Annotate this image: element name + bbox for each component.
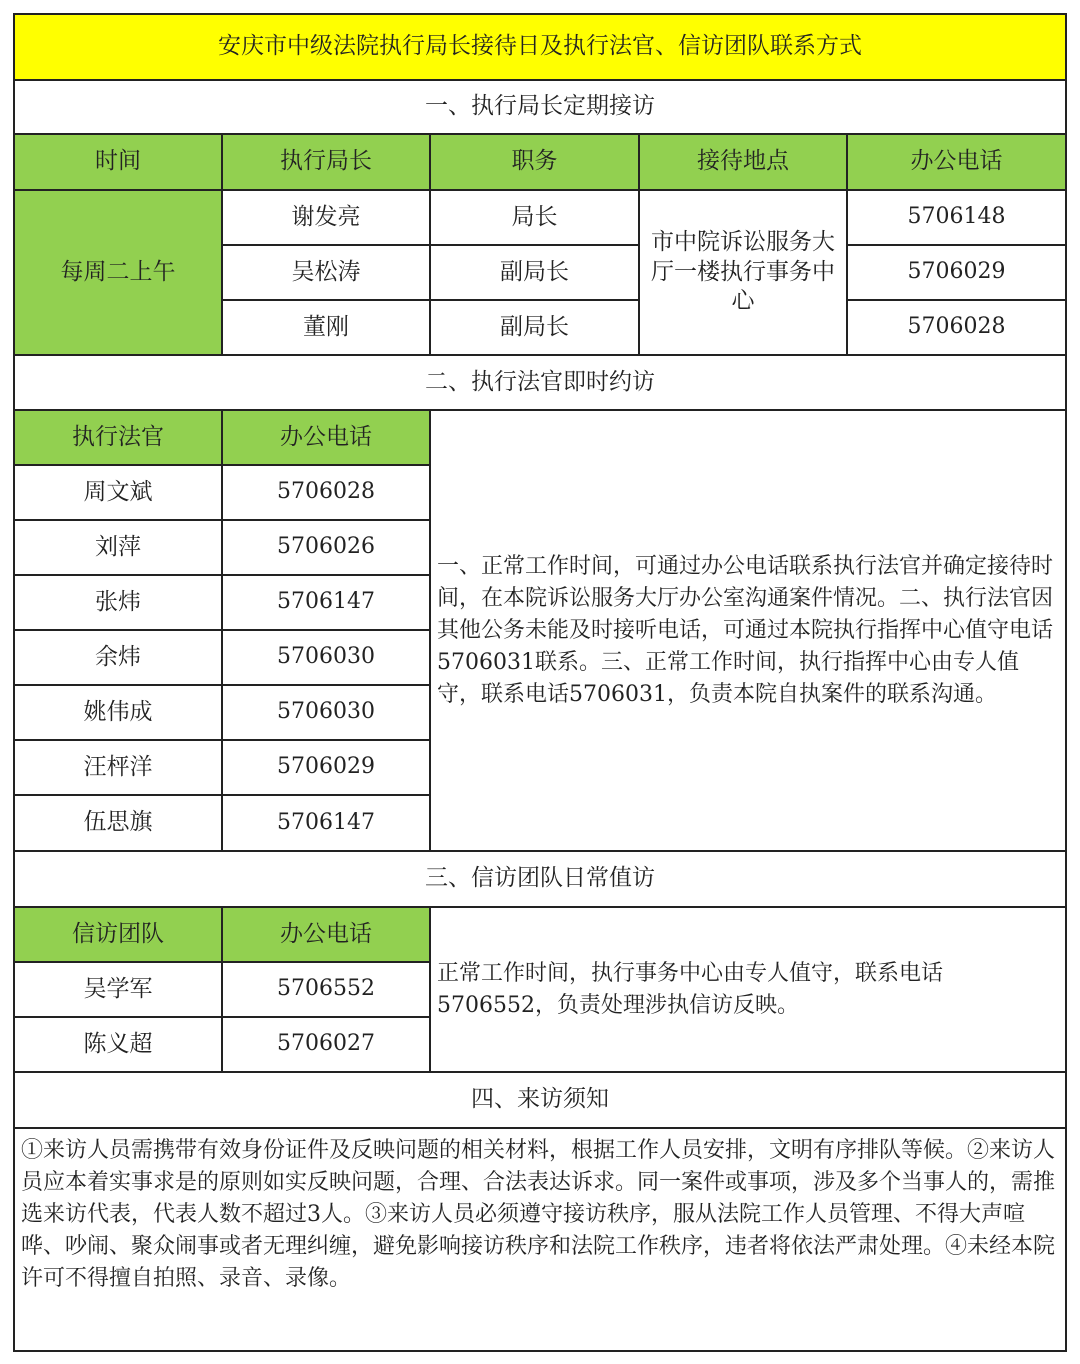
header-director: 执行局长 — [221, 133, 431, 191]
petition-member-name: 吴学军 — [13, 961, 223, 1018]
director-name: 董刚 — [221, 299, 431, 356]
judge-phone: 5706030 — [221, 684, 431, 741]
header-judge-phone: 办公电话 — [221, 409, 431, 466]
section4-heading: 四、来访须知 — [13, 1071, 1067, 1129]
director-phone: 5706148 — [846, 189, 1067, 246]
header-petition-team: 信访团队 — [13, 906, 223, 963]
director-name: 吴松涛 — [221, 244, 431, 301]
section3-heading: 三、信访团队日常值访 — [13, 850, 1067, 908]
judge-phone: 5706029 — [221, 739, 431, 796]
petition-member-name: 陈义超 — [13, 1016, 223, 1073]
petition-member-phone: 5706552 — [221, 961, 431, 1018]
judge-name: 刘萍 — [13, 519, 223, 576]
director-title: 局长 — [429, 189, 640, 246]
header-petition-phone: 办公电话 — [221, 906, 431, 963]
director-title: 副局长 — [429, 244, 640, 301]
judge-phone: 5706026 — [221, 519, 431, 576]
judge-name: 汪枰洋 — [13, 739, 223, 796]
judge-name: 张炜 — [13, 574, 223, 631]
judge-name: 姚伟成 — [13, 684, 223, 741]
judge-phone: 5706030 — [221, 629, 431, 686]
judge-name: 余炜 — [13, 629, 223, 686]
visit-notice-text: ①来访人员需携带有效身份证件及反映问题的相关材料，根据工作人员安排，文明有序排队等候。②来访人员应本着实事求是的原则如实反映问题，合理、合法表达诉求。同一案件或事项，涉及多个当事人的，需推选来访代表，代表人数不超过3人。③来访人员必须遵守接访秩序，服从法院工作人员管理、不得大声喧哗、吵闹、聚众闹事或者无理纠缠，避免影响接访秩序和法院工作秩序，违者将依法严肃处理。④未经本院许可不得擅自拍照、录音、录像。 — [13, 1127, 1067, 1352]
judge-contact-note: 一、正常工作时间，可通过办公电话联系执行法官并确定接待时间，在本院诉讼服务大厅办公室沟通案件情况。二、执行法官因其他公务未能及时接听电话，可通过本院执行指挥中心值守电话5706031联系。三、正常工作时间，执行指挥中心由专人值守，联系电话5706031，负责本院自执案件的联系沟通。 — [429, 409, 1067, 852]
header-position: 职务 — [429, 133, 640, 191]
header-time: 时间 — [13, 133, 223, 191]
judge-name: 周文斌 — [13, 464, 223, 521]
petition-note: 正常工作时间，执行事务中心由专人值守，联系电话5706552，负责处理涉执信访反映。 — [429, 906, 1067, 1073]
header-judge: 执行法官 — [13, 409, 223, 466]
petition-member-phone: 5706027 — [221, 1016, 431, 1073]
reception-time: 每周二上午 — [13, 189, 223, 356]
judge-name: 伍思旗 — [13, 794, 223, 852]
director-phone: 5706029 — [846, 244, 1067, 301]
section1-heading: 一、执行局长定期接访 — [13, 79, 1067, 135]
judge-phone: 5706147 — [221, 794, 431, 852]
judge-phone: 5706028 — [221, 464, 431, 521]
director-title: 副局长 — [429, 299, 640, 356]
section2-heading: 二、执行法官即时约访 — [13, 354, 1067, 411]
contact-table — [13, 13, 1067, 1352]
header-location: 接待地点 — [638, 133, 848, 191]
director-name: 谢发亮 — [221, 189, 431, 246]
page-title: 安庆市中级法院执行局长接待日及执行法官、信访团队联系方式 — [13, 13, 1067, 81]
judge-phone: 5706147 — [221, 574, 431, 631]
header-phone: 办公电话 — [846, 133, 1067, 191]
director-phone: 5706028 — [846, 299, 1067, 356]
reception-location: 市中院诉讼服务大厅一楼执行事务中心 — [638, 189, 848, 356]
